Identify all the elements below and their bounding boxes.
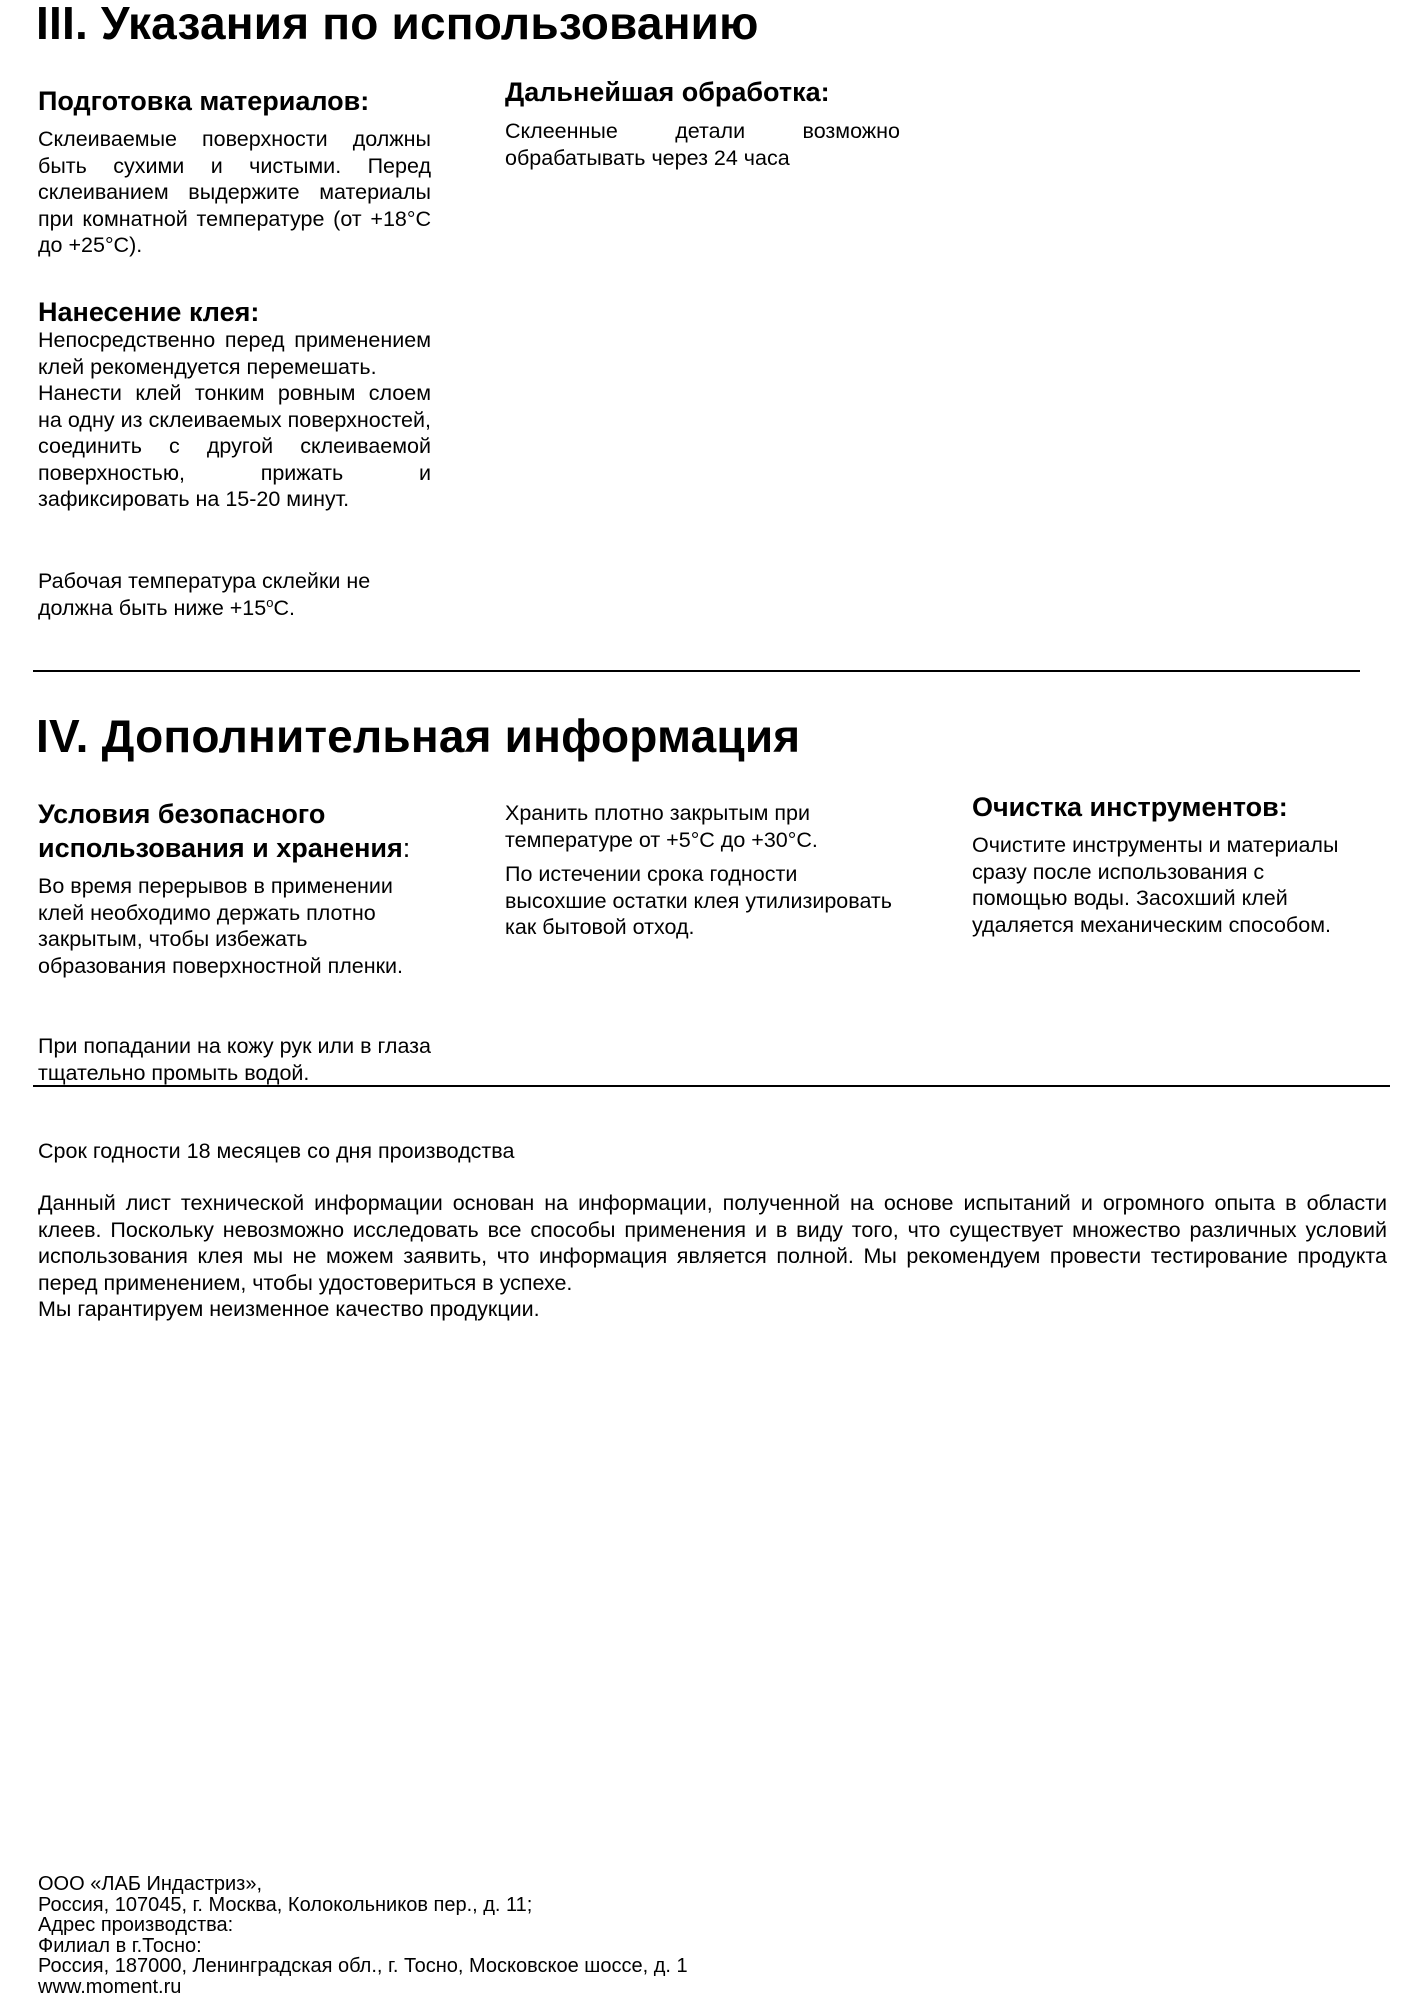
shelf-life: Срок годности 18 месяцев со дня производства [38, 1139, 515, 1163]
safety-eyes-text: При попадании на кожу рук или в глаза тщательно промыть водой. [38, 1034, 431, 1085]
disclaimer [38, 1190, 1387, 1323]
further-heading: Дальнейшая обработка: [505, 77, 830, 107]
footer-line: Адрес производства: [38, 1914, 234, 1936]
disclaimer-paragraph: Данный лист технической информации основан на информации, полученной на основе испытаний и огромного опыта в области клеев. Поскольку невозможно исследовать все способы применения и в виду того, что существует множество различных условий использования клея мы не можем заявить, что информация является полной. Мы рекомендуем провести тестирование продукта перед применением, чтобы удостовериться в успехе. [38, 1191, 1387, 1295]
disclaimer-guarantee: Мы гарантируем неизменное качество продукции. [38, 1297, 540, 1321]
safety-heading-colon: : [402, 833, 411, 863]
footer-line: Филиал в г.Тосно: [38, 1934, 202, 1957]
section4-title: IV. Дополнительная информация [36, 710, 801, 762]
applying-temp-unit: С. [273, 595, 295, 620]
section3-title: III. Указания по использованию [36, 0, 759, 49]
storage-paragraph: По истечении срока годности высохшие остатки клея утилизировать как бытовой отход. [505, 862, 892, 939]
applying-text [38, 327, 431, 513]
applying-heading: Нанесение клея: [38, 297, 260, 327]
footer-address [38, 1874, 938, 1997]
divider [33, 1085, 1390, 1087]
safety-heading [38, 797, 458, 865]
prep-text: Склеиваемые поверхности должны быть сухими и чистыми. Перед склеиванием выдержите материалы при комнатной температуре (от +18°С до +25°С). [38, 127, 431, 257]
prep-heading: Подготовка материалов: [38, 86, 370, 116]
applying-temperature [38, 568, 418, 621]
further-text: Склеенные детали возможно обрабатывать через 24 часа [505, 119, 900, 170]
divider [33, 670, 1360, 672]
applying-temp-text: Рабочая температура склейки не должна быть ниже +15 [38, 569, 371, 620]
safety-heading-text: Условия безопасного использования и хранения [38, 799, 403, 863]
storage-text [505, 800, 895, 941]
applying-paragraph: Нанести клей тонким ровным слоем на одну из склеиваемых поверхностей, соединить с другой склеиваемой поверхностью, прижать и зафиксировать на 15-20 минут. [38, 381, 431, 511]
footer-line: Россия, 107045, г. Москва, Колокольников пер., д. 11; [38, 1893, 533, 1916]
footer-website-link[interactable]: www.moment.ru [38, 1975, 182, 1998]
storage-paragraph: Хранить плотно закрытым при температуре от +5°С до +30°С. [505, 801, 818, 852]
footer-line: Россия, 187000, Ленинградская обл., г. Тосно, Московское шоссе, д. 1 [38, 1955, 688, 1977]
applying-paragraph: Непосредственно перед применением клей рекомендуется перемешать. [38, 328, 431, 379]
degree-superscript: о [266, 594, 274, 610]
cleaning-heading: Очистка инструментов: [972, 792, 1288, 822]
safety-text: Во время перерывов в применении клей необходимо держать плотно закрытым, чтобы избежать образования поверхностной пленки. [38, 874, 404, 978]
footer-line: ООО «ЛАБ Индастриз», [38, 1873, 263, 1895]
cleaning-text: Очистите инструменты и материалы сразу после использования с помощью воды. Засохший клей удаляется механическим способом. [972, 833, 1339, 937]
